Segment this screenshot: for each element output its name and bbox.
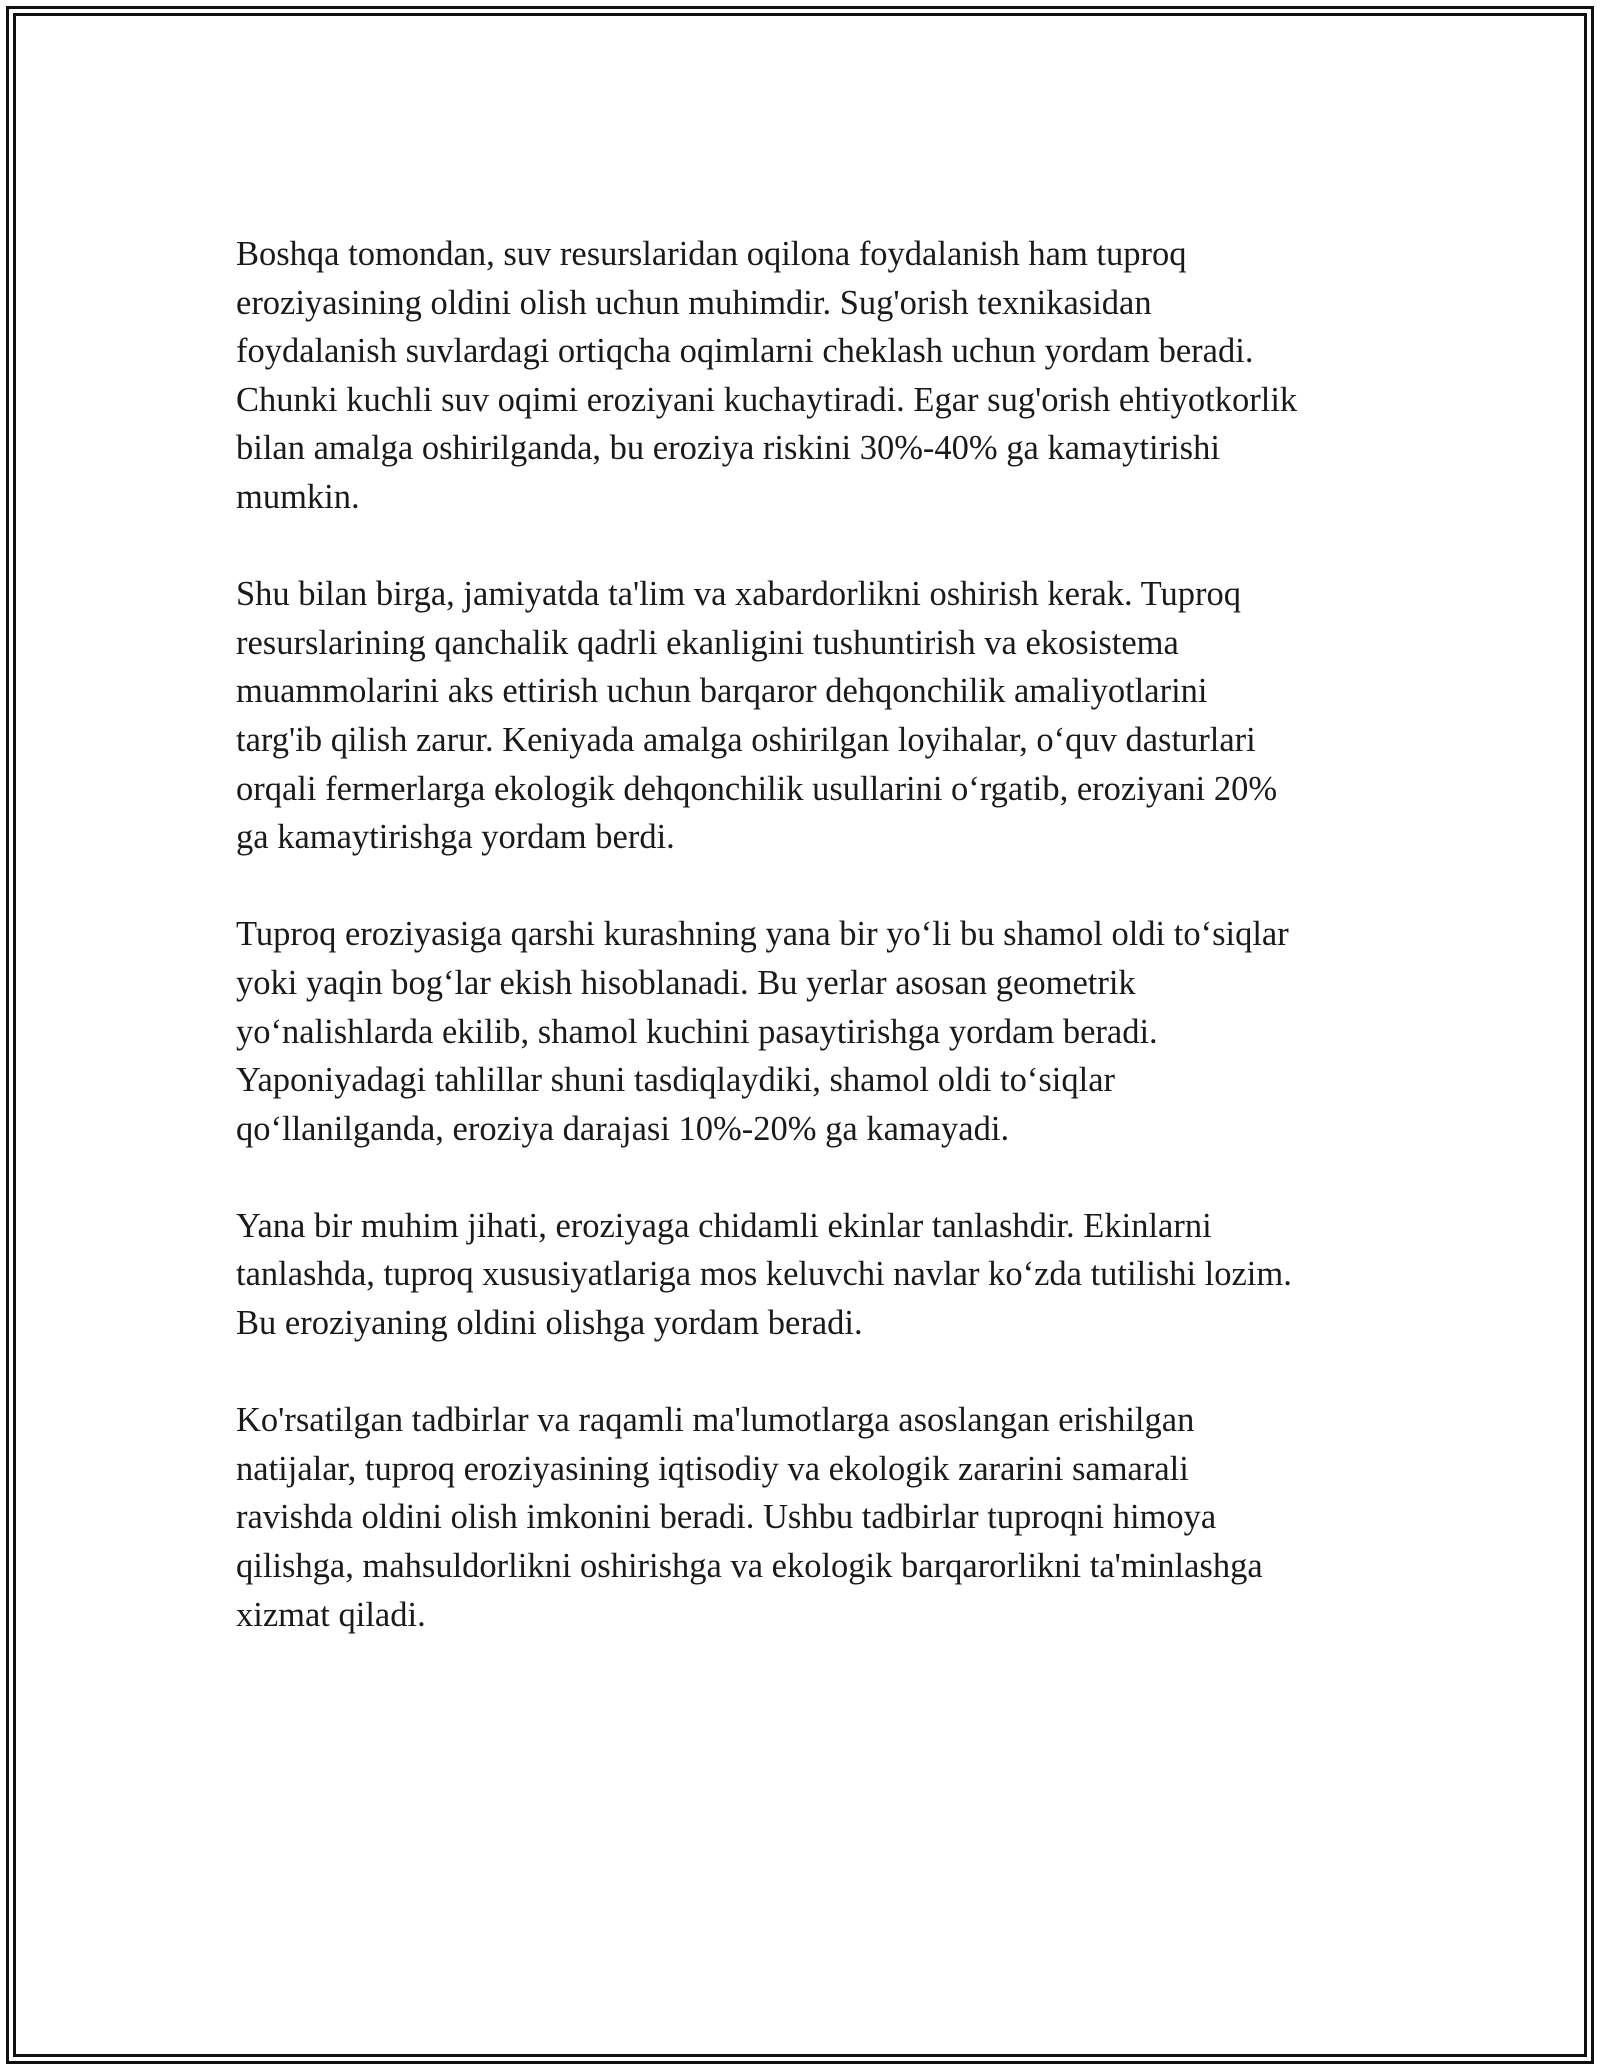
document-body <box>236 230 1386 1639</box>
paragraph-water-resources: Boshqa tomondan, suv resurslaridan oqilona foydalanish ham tuproq eroziyasining oldini olish uchun muhimdir. Sug'orish texnikasidan foydalanish suvlardagi ortiqcha oqimlarni cheklash uchun yordam beradi. Chunki kuchli suv oqimi eroziyani kuchaytiradi. Egar sug'orish ehtiyotkorlik bilan amalga oshirilganda, bu eroziya riskini 30%-40% ga kamaytirishi mumkin. <box>236 235 1298 516</box>
paragraph-education-awareness: Shu bilan birga, jamiyatda ta'lim va xabardorlikni oshirish kerak. Tuproq resurslarining qanchalik qadrli ekanligini tushuntirish va ekosistema muammolarini aks ettirish uchun barqaror dehqonchilik amaliyotlarini targ'ib qilish zarur. Keniyada amalga oshirilgan loyihalar, o‘quv dasturlari orqali fermerlarga ekologik dehqonchilik usullarini o‘rgatib, eroziyani 20% ga kamaytirishga yordam berdi. <box>236 575 1278 857</box>
paragraph-resistant-crops: Yana bir muhim jihati, eroziyaga chidamli ekinlar tanlashdir. Ekinlarni tanlashda, tuproq xususiyatlariga mos keluvchi navlar ko‘zda tutilishi lozim. Bu eroziyaning oldini olishga yordam beradi. <box>236 1206 1292 1343</box>
paragraph-conclusion: Ko'rsatilgan tadbirlar va raqamli ma'lumotlarga asoslangan erishilgan natijalar, tuproq eroziyasining iqtisodiy va ekologik zararini samarali ravishda oldini olish imkonini beradi. Ushbu tadbirlar tuproqni himoya qilishga, mahsuldorlikni oshirishga va ekologik barqarorlikni ta'minlashga xizmat qiladi. <box>236 1401 1263 1634</box>
paragraph-windbreaks: Tuproq eroziyasiga qarshi kurashning yana bir yo‘li bu shamol oldi to‘siqlar yoki yaqin bog‘lar ekish hisoblanadi. Bu yerlar asosan geometrik yo‘nalishlarda ekilib, shamol kuchini pasaytirishga yordam beradi. Yaponiyadagi tahlillar shuni tasdiqlaydiki, shamol oldi to‘siqlar qo‘llanilganda, eroziya darajasi 10%-20% ga kamayadi. <box>236 915 1289 1148</box>
